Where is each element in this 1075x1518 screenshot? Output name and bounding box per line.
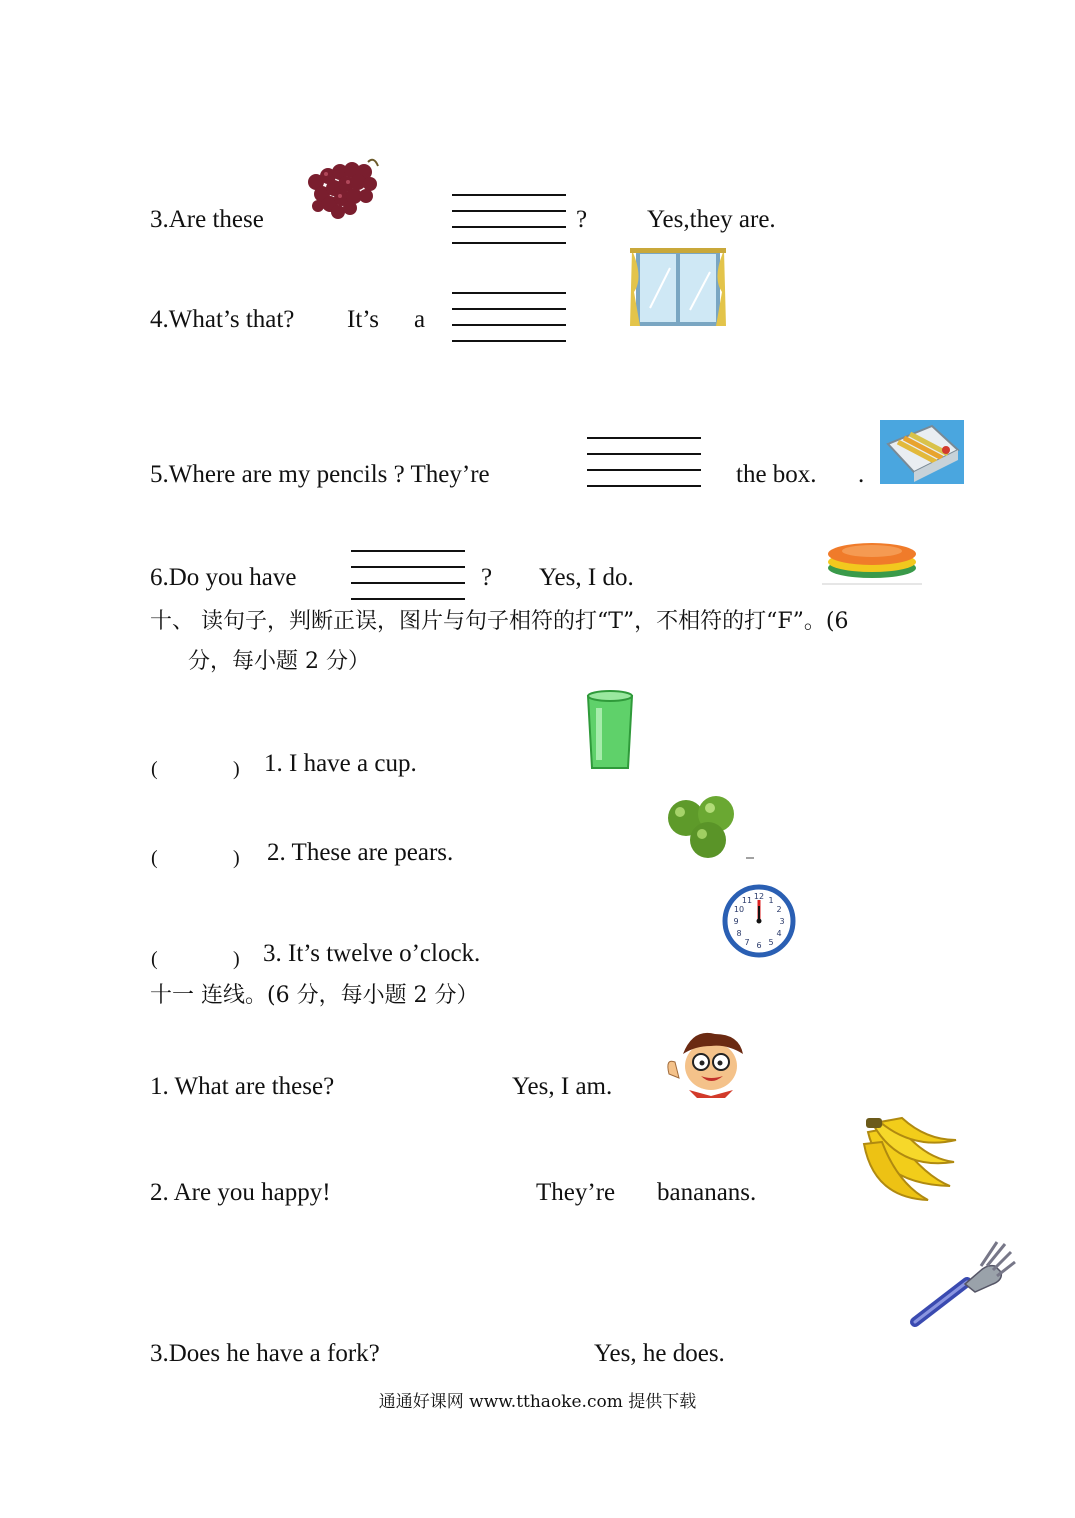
match-right-3[interactable]: Yes, he does.	[594, 1340, 725, 1367]
match-right-2a[interactable]: They’re	[536, 1179, 616, 1206]
svg-text:8: 8	[736, 929, 742, 938]
section10-title-line1: 十、 读句子，判断正误，图片与句子相符的打“T”，不相符的打“F”。(6	[150, 609, 849, 634]
window-icon	[630, 248, 726, 328]
cup-icon	[584, 690, 636, 772]
apples-icon	[658, 788, 754, 862]
q4-a: a	[414, 306, 426, 333]
match-right-1[interactable]: Yes, I am.	[512, 1073, 613, 1100]
plates-icon	[822, 534, 922, 586]
svg-text:7: 7	[744, 938, 750, 947]
answer-paren-open: (	[151, 948, 158, 970]
q4-its: It’s	[347, 306, 379, 333]
answer-paren-open: (	[151, 847, 158, 869]
q3-answer-lines[interactable]	[452, 194, 566, 244]
svg-text:6: 6	[756, 941, 762, 950]
pencil-box-icon	[880, 420, 964, 484]
q6-answer: Yes, I do.	[539, 564, 634, 591]
q5-text: 5.Where are my pencils ? They’re	[150, 461, 490, 488]
svg-text:12: 12	[753, 892, 765, 901]
match-left-3[interactable]: 3.Does he have a fork?	[150, 1340, 380, 1367]
match-left-2[interactable]: 2. Are you happy!	[150, 1179, 331, 1206]
clock-icon	[722, 884, 796, 958]
section10-item-3: 3. It’s twelve o’clock.	[263, 940, 481, 967]
q5-answer-lines[interactable]	[587, 437, 701, 487]
q6-answer-lines[interactable]	[351, 550, 465, 600]
q3-question-mark: ?	[576, 206, 588, 233]
section10-item-2: 2. These are pears.	[267, 839, 454, 866]
boy-icon	[665, 1028, 751, 1098]
svg-text:9: 9	[733, 917, 739, 926]
q4-answer-lines[interactable]	[452, 292, 566, 342]
q6-text: 6.Do you have	[150, 564, 297, 591]
svg-text:5: 5	[768, 938, 774, 947]
svg-text:11: 11	[741, 896, 753, 905]
section10-item-1: 1. I have a cup.	[264, 750, 417, 777]
page-footer: 通通好课网 www.tthaoke.com 提供下载	[378, 1392, 697, 1412]
match-left-1[interactable]: 1. What are these?	[150, 1073, 335, 1100]
svg-text:1: 1	[768, 896, 774, 905]
section10-title-line2: 分，每小题 2 分）	[188, 649, 370, 674]
answer-paren-close: )	[233, 758, 240, 780]
q3-answer: Yes,they are.	[647, 206, 776, 233]
q5-dot: .	[858, 461, 865, 488]
svg-text:10: 10	[733, 905, 745, 914]
section11-title: 十一 连线。(6 分，每小题 2 分）	[150, 983, 479, 1008]
match-right-2b[interactable]: bananans.	[657, 1179, 757, 1206]
q4-text: 4.What’s that?	[150, 306, 295, 333]
bananas-icon	[860, 1114, 958, 1202]
answer-paren-open: (	[151, 758, 158, 780]
svg-text:3: 3	[779, 917, 785, 926]
answer-paren-close: )	[233, 948, 240, 970]
q6-question-mark: ?	[481, 564, 493, 591]
q5-suffix: the box.	[736, 461, 817, 488]
q3-text: 3.Are these	[150, 206, 264, 233]
answer-paren-close: )	[233, 847, 240, 869]
grapes-icon	[298, 152, 384, 230]
svg-text:2: 2	[776, 905, 782, 914]
svg-text:4: 4	[776, 929, 782, 938]
fork-icon	[905, 1238, 1017, 1332]
